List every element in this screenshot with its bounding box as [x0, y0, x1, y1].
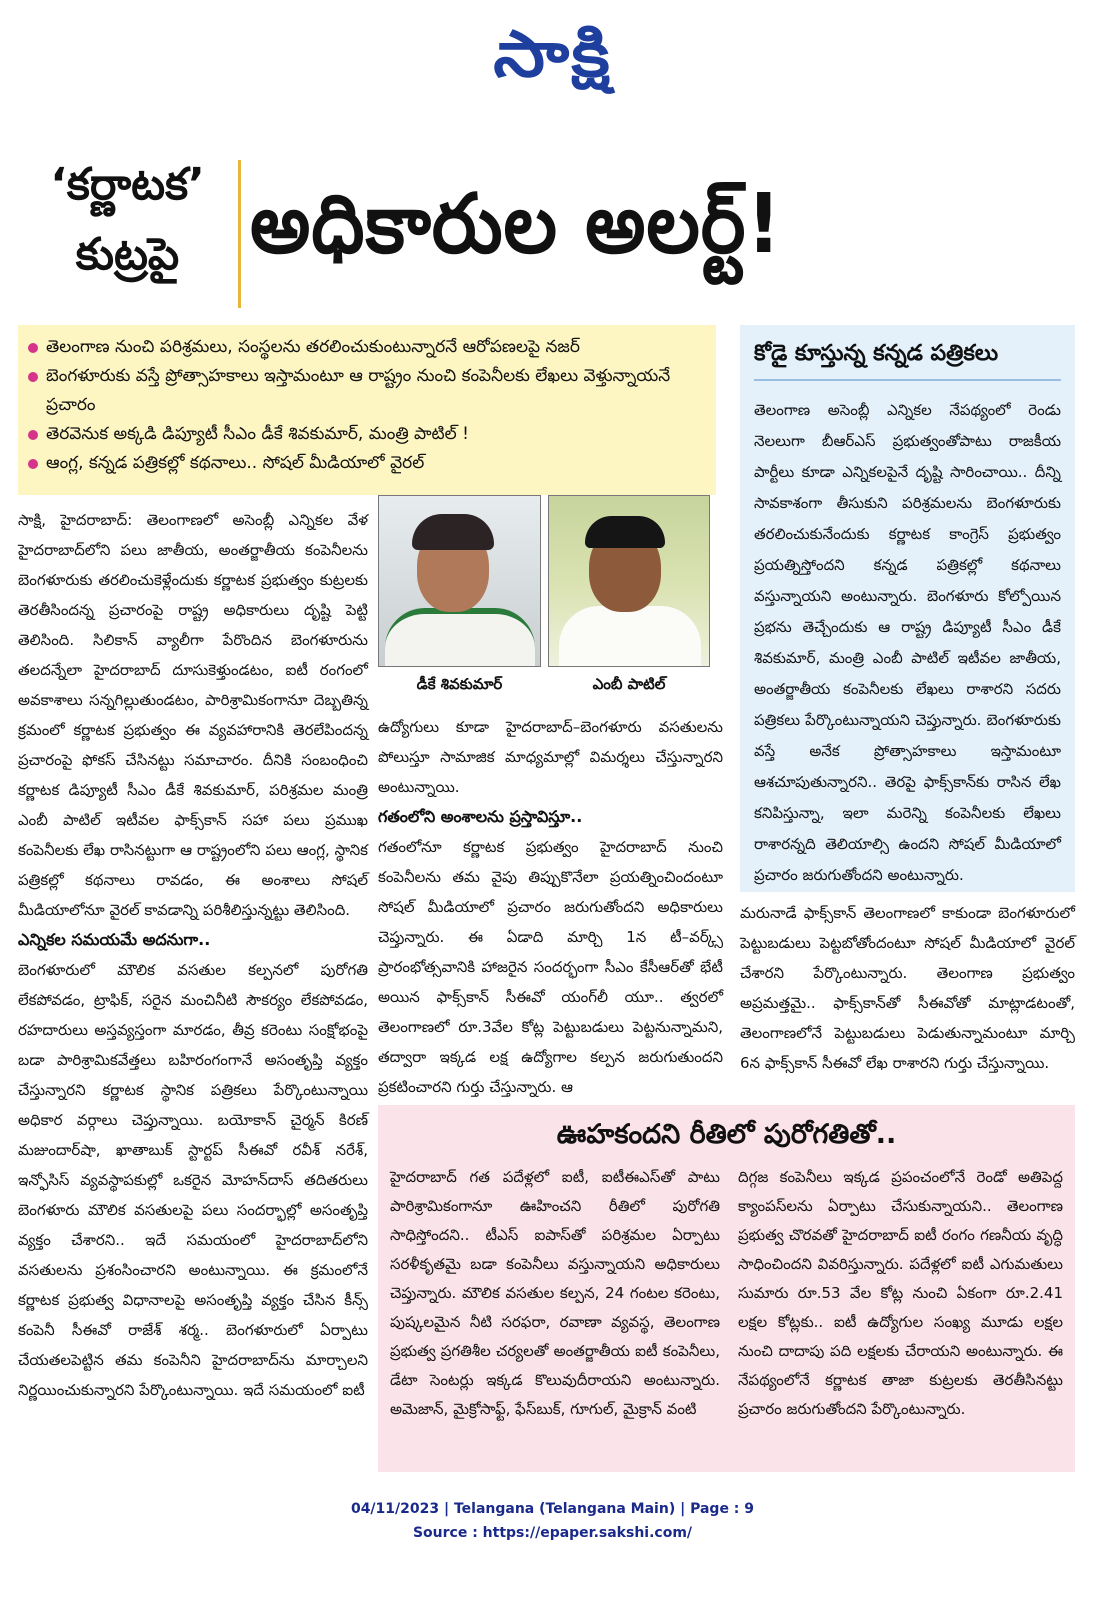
sidebar-story [740, 325, 1075, 892]
photo-mb-patil [548, 495, 710, 667]
article-body-3: మరునాడే ఫాక్స్‌కాన్‌ తెలంగాణలో కాకుండా బెంగళూరులో పెట్టుబడులు పెట్టబోతోందంటూ సోషల్‌ మీడియాలో వైరల్‌ చేశారని పేర్కొంటున్నారు. తెలంగాణ ప్రభుత్వం అప్రమత్తమై.. ఫాక్స్‌కాన్‌తో సీఈవోతో మాట్లాడటంతో, తెలంగాణలోనే పెట్టుబడులు పెడుతున్నామంటూ మార్చి 6న ఫాక్స్‌కాన్‌ సీఈవో లేఖ రాశారని గుర్తు చేస్తున్నాయి. [740, 904, 1075, 1072]
growth-box-title: ఊహకందని రీతిలో పురోగతితో.. [556, 1119, 897, 1150]
kicker-line-1: ‘కర్ణాటక’ [50, 159, 205, 210]
page-headline: అధికారుల అలర్ట్‌! [250, 177, 782, 272]
subheading-past-issues: గతంలోని అంశాలను ప్రస్తావిస్తూ.. [378, 807, 583, 826]
article-body-1: బెంగళూరులో మౌలిక వసతుల కల్పనలో పురోగతి లేకపోవడం, ట్రాఫిక్‌, సరైన మంచినీటి సౌకర్యం లేకపోవడం, రహదారులు అస్తవ్యస్తంగా మారడం, తీవ్ర కరెంటు సంక్షోభంపై బడా పారిశ్రామికవేత్తలు బహిరంగంగానే అసంతృప్తి వ్యక్తం చేస్తున్నారని కర్ణాటక స్థానిక పత్రికలు పేర్కొంటున్నాయి అధికార వర్గాలు చెప్తున్నాయి. బయోకాన్‌ చైర్మన్‌ కిరణ్‌ మజుందార్‌షా, ఖాతాబుక్‌ స్టార్టప్‌ సీఈవో రవీశ్‌ నరేశ్‌, ఇన్ఫోసిస్‌ వ్యవస్థాపకుల్లో ఒకరైన మోహన్‌దాస్‌ తదితరులు బెంగళూరు మౌలిక వసతులపై పలు సందర్భాల్లో అసంతృప్తి వ్యక్తం చేశారని.. ఇదే సమయంలో హైదరాబాద్‌లోని వసతులను ప్రశంసించారని అంటున్నాయి. ఈ క్రమంలోనే కర్ణాటక ప్రభుత్వ విధానాలపై అసంతృప్తి వ్యక్తం చేసిన కీన్స్‌ కంపెనీ సీఈవో రాజేశ్‌ శర్మ.. బెంగళూరులో ఏర్పాటు చేయతలపెట్టిన తమ కంపెనీని హైదరాబాద్‌ను మార్చాలని నిర్ణయించుకున్నారని పేర్కొంటున్నాయి. ఇదే సమయంలో ఐటీ [18, 961, 368, 1399]
article-intro: సాక్షి, హైదరాబాద్‌: తెలంగాణలో అసెంబ్లీ ఎన్నికల వేళ హైదరాబాద్‌లోని పలు జాతీయ, అంతర్జాతీయ కంపెనీలను బెంగళూరుకు తరలించుకెళ్లేందుకు కర్ణాటక ప్రభుత్వం కుట్రలకు తెరతీసిందన్న ప్రచారంపై రాష్ట్ర అధికారులు దృష్టి పెట్టి తెలిసింది. సిలికాన్‌ వ్యాలీగా పేరొందిన బెంగళూరును తలదన్నేలా హైదరాబాద్‌ దూసుకెళ్తుండటం, ఐటీ రంగంలో అవకాశాలు సన్నగిల్లుతుండటం, పారిశ్రామికంగానూ దెబ్బతిన్న క్రమంలో కర్ణాటక ప్రభుత్వం ఈ వ్యవహారానికి తెరలేపిందన్న ప్రచారంపై ఫోకస్‌ చేసినట్టు సమాచారం. దీనికి సంబంధించి కర్ణాటక డిప్యూటీ సీఎం డీకే శివకుమార్‌, పరిశ్రమల మంత్రి ఎంబీ పాటిల్‌ ఇటీవల ఫాక్స్‌కాన్‌ సహా పలు ప్రముఖ కంపెనీలకు లేఖ రాసినట్టుగా ఆ రాష్ట్రంలోని పలు ఆంగ్ల, స్థానిక పత్రికల్లో కథనాలు రావడం, ఈ అంశాలు సోషల్‌ మీడియాలోనూ వైరల్‌ కావడాన్ని పరిశీలిస్తున్నట్టు తెలిసింది. [18, 511, 368, 919]
sidebar-title: కోడై కూస్తున్న కన్నడ పత్రికలు [754, 335, 1061, 381]
footer-date-edition: 04/11/2023 | Telangana (Telangana Main) | Page : 9 [350, 1501, 755, 1517]
photo-caption: ఎంబీ పాటిల్‌ [592, 675, 666, 693]
growth-box-column-2: దిగ్గజ కంపెనీలు ఇక్కడ ప్రపంచంలోనే రెండో అతిపెద్ద క్యాంపస్‌లను ఏర్పాటు చేసుకున్నాయని.. తెలంగాణ ప్రభుత్వ చొరవతో హైదరాబాద్‌ ఐటీ రంగం గణనీయ వృద్ధి సాధించిందని వివరిస్తున్నారు. పదేళ్లలో ఐటీ ఎగుమతులు సుమారు రూ.53 వేల కోట్ల నుంచి ఏకంగా రూ.2.41 లక్షల కోట్లకు.. ఐటీ ఉద్యోగుల సంఖ్య మూడు లక్షల నుంచి దాదాపు పది లక్షలకు చేరాయని అంటున్నారు. ఈ నేపథ్యంలోనే కర్ణాటక తాజా కుట్రలకు తెరతీసినట్టు ప్రచారం జరుగుతోందని పేర్కొంటున్నారు. [738, 1168, 1063, 1418]
highlight-item: తెరవెనుక అక్కడి డిప్యూటీ సీఎం డీకే శివకుమార్‌, మంత్రి పాటిల్‌ ! [28, 420, 708, 449]
kicker-divider [238, 160, 241, 308]
kicker-line-2: కుట్రపై [75, 229, 180, 280]
highlight-item: తెలంగాణ నుంచి పరిశ్రమలు, సంస్థలను తరలించుకుంటున్నారనే ఆరోపణలపై నజర్‌ [28, 333, 708, 362]
highlights-box [18, 325, 716, 495]
growth-box-column-1: హైదరాబాద్‌ గత పదేళ్లలో ఐటీ, ఐటీఈఎస్‌తో పాటు పారిశ్రామికంగానూ ఊహించని రీతిలో పురోగతి సాధిస్తోందని.. టీఎస్‌ ఐపాస్‌తో పరిశ్రమల ఏర్పాటు సరళీకృతమై బడా కంపెనీలు వస్తున్నాయని అధికారులు చెప్తున్నారు. మౌలిక వసతుల కల్పన, 24 గంటల కరెంటు, పుష్కలమైన నీటి సరఫరా, రవాణా వ్యవస్థ, తెలంగాణ ప్రభుత్వ ప్రగతిశీల చర్యలతో అంతర్జాతీయ ఐటీ కంపెనీలు, డేటా సెంటర్లు ఇక్కడ కొలువుదీరాయని అంటున్నారు. అమెజాన్‌, మైక్రోసాఫ్ట్‌, ఫేస్‌బుక్‌, గూగుల్‌, మైక్రాన్‌ వంటి [390, 1168, 720, 1418]
page-footer [0, 1497, 1105, 1545]
article-column-1 [18, 505, 368, 1405]
highlight-item: ఆంగ్ల, కన్నడ పత్రికల్లో కథనాలు.. సోషల్‌ మీడియాలో వైరల్‌ [28, 449, 708, 478]
bullet-dot-icon [28, 430, 38, 440]
sidebar-body: తెలంగాణ అసెంబ్లీ ఎన్నికల నేపథ్యంలో రెండు నెలలుగా బీఆర్‌ఎస్‌ ప్రభుత్వంతోపాటు రాజకీయ పార్టీలు కూడా ఎన్నికలపైనే దృష్టి సారించాయి.. దీన్ని సావకాశంగా తీసుకుని పరిశ్రమలను బెంగళూరుకు తరలించుకునేందుకు కర్ణాటక కాంగ్రెస్‌ ప్రభుత్వం ప్రయత్నిస్తోందని కన్నడ పత్రికల్లో కథనాలు వస్తున్నాయని అంటున్నారు. బెంగళూరు కోల్పోయిన ప్రభను తెచ్చేందుకు ఆ రాష్ట్ర డిప్యూటీ సీఎం డీకే శివకుమార్‌, మంత్రి ఎంబీ పాటిల్‌ ఇటీవల జాతీయ, అంతర్జాతీయ కంపెనీలకు లేఖలు రాశారని సదరు పత్రికలు పేర్కొంటున్నాయని చెప్తున్నారు. బెంగళూరుకు వస్తే అనేక ప్రోత్సాహకాలు ఇస్తామంటూ ఆశచూపుతున్నారని.. తెరపై ఫాక్స్‌కాన్‌కు రాసిన లేఖ కనిపిస్తున్నా, ఇలా మరెన్ని కంపెనీలకు లేఖలు రాశారన్నది తెలియాల్సి ఉందని సోషల్‌ మీడియాలో ప్రచారం జరుగుతోందని అంటున్నారు. [754, 401, 1061, 884]
subheading-election-time: ఎన్నికల సమయమే అదనుగా.. [18, 930, 211, 949]
footer-source-link[interactable]: Source : https://epaper.sakshi.com/ [412, 1525, 693, 1541]
photo-dk-shivakumar [378, 495, 541, 667]
article-body-2a: ఉద్యోగులు కూడా హైదరాబాద్‌–బెంగళూరు వసతులను పోలుస్తూ సామాజిక మాధ్యమాల్లో విమర్శలు చేస్తున్నారని అంటున్నాయి. [378, 718, 723, 796]
article-column-3 [740, 898, 1075, 1078]
headline-kicker [20, 150, 235, 290]
photo-caption: డీకే శివకుమార్‌ [416, 675, 503, 693]
masthead-logo [0, 18, 1105, 107]
bullet-dot-icon [28, 459, 38, 469]
article-column-2 [378, 712, 723, 1102]
highlight-item: బెంగళూరుకు వస్తే ప్రోత్సాహకాలు ఇస్తామంటూ ఆ రాష్ట్రం నుంచి కంపెనీలకు లేఖలు వెళ్తున్నాయనే ప్రచారం [28, 362, 708, 420]
bullet-dot-icon [28, 343, 38, 353]
bullet-dot-icon [28, 372, 38, 382]
growth-box [378, 1105, 1075, 1472]
article-body-2b: గతంలోనూ కర్ణాటక ప్రభుత్వం హైదరాబాద్‌ నుంచి కంపెనీలను తమ వైపు తిప్పుకొనేలా ప్రయత్నించిందంటూ సోషల్‌ మీడియాలో ప్రచారం జరుగుతోందని అధికారులు చెప్తున్నారు. ఈ ఏడాది మార్చి 1న టీ–వర్క్స్‌ ప్రారంభోత్సవానికి హాజరైన సందర్భంగా సీఎం కేసీఆర్‌తో భేటీ అయిన ఫాక్స్‌కాన్‌ సీఈవో యంగ్‌లీ యూ.. త్వరలో తెలంగాణలో రూ.3వేల కోట్ల పెట్టుబడులు పెట్టనున్నామని, తద్వారా ఇక్కడ లక్ష ఉద్యోగాల కల్పన జరుగుతుందని ప్రకటించారని గుర్తు చేస్తున్నారు. ఆ [378, 838, 723, 1096]
logo-text: సాక్షి [493, 18, 612, 92]
